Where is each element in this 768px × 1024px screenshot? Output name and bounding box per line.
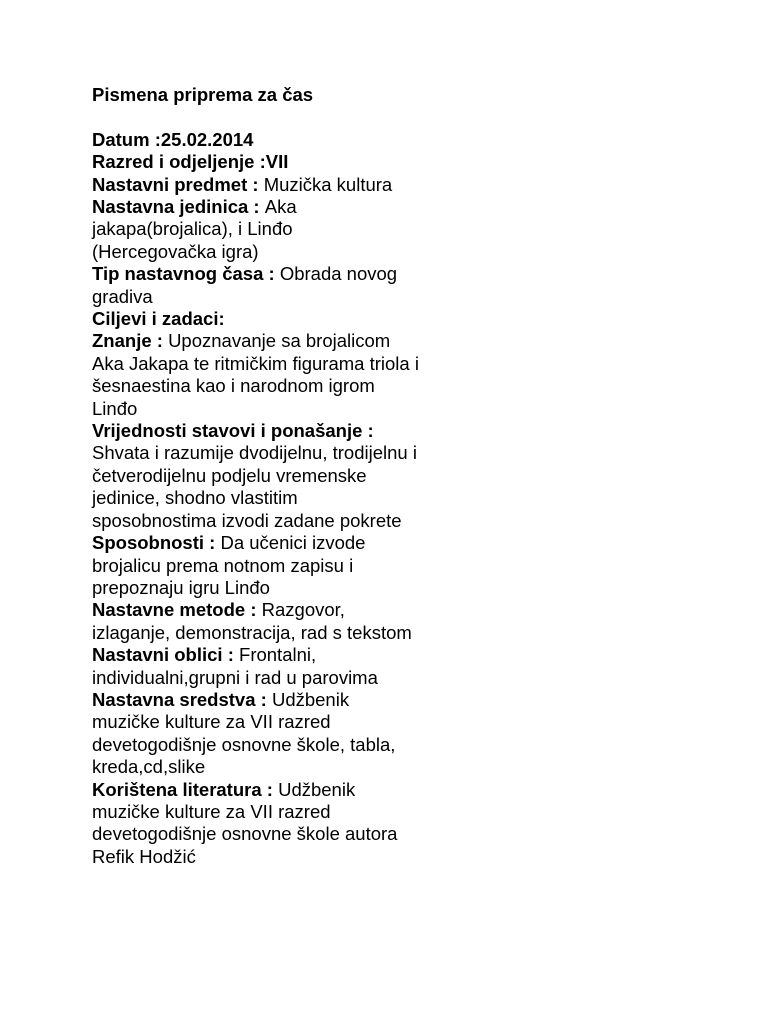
field-value: Aka jakapa(brojalica), i Linđo (Hercegovačka igra) [92, 196, 297, 262]
field-nastavne-metode [92, 599, 422, 644]
document-title: Pismena priprema za čas [92, 84, 314, 105]
field-label: Vrijednosti stavovi i ponašanje : [92, 420, 374, 442]
field-datum [92, 129, 422, 151]
field-label: Nastavni oblici : [92, 644, 240, 666]
field-znanje [92, 330, 422, 420]
section-heading-ciljevi [92, 308, 422, 330]
field-koristena-literatura [92, 779, 422, 869]
field-label: Nastavne metode : [92, 599, 262, 621]
field-nastavni-predmet [92, 174, 422, 196]
field-value: Frontalni, individualni,grupni i rad u parovima [92, 644, 378, 688]
field-nastavni-oblici [92, 644, 422, 689]
field-label: Ciljevi i zadaci: [92, 308, 225, 330]
document-page [92, 84, 422, 868]
field-label: Korištena literatura : [92, 778, 279, 800]
field-value: Da učenici izvode brojalicu prema notnom zapisu i prepoznaju igru Linđo [92, 532, 366, 598]
field-value: Upoznavanje sa brojalicom Aka Jakapa te ritmičkim figurama triola i šesnaestina kao i narodnom igrom Linđo [92, 330, 419, 419]
field-nastavna-sredstva [92, 689, 422, 779]
field-value: Shvata i razumije dvodijelnu, trodijelnu i četverodijelnu podjelu vremenske jedinice, shodno vlastitim sposobnostima izvodi zadane pokrete [92, 442, 417, 531]
field-value: Obrada novog gradiva [92, 263, 398, 307]
field-value: Udžbenik muzičke kulture za VII razred devetogodišnje osnovne škole, tabla, kreda,cd,slike [92, 688, 396, 778]
field-value: Udžbenik muzičke kulture za VII razred devetogodišnje osnovne škole autora Refik Hodžić [92, 778, 398, 867]
field-label: Razred i odjeljenje :VII [92, 151, 289, 173]
field-sposobnosti [92, 532, 422, 599]
field-razred [92, 151, 422, 173]
field-label: Znanje : [92, 330, 169, 352]
field-tip-casa [92, 263, 422, 308]
field-label: Nastavni predmet : [92, 173, 264, 195]
field-label: Sposobnosti : [92, 532, 221, 554]
field-value: Muzička kultura [263, 173, 393, 195]
field-label: Datum :25.02.2014 [92, 128, 254, 150]
field-nastavna-jedinica [92, 196, 422, 263]
field-label: Nastavna jedinica : [92, 196, 265, 218]
field-vrijednosti [92, 420, 422, 532]
field-label: Tip nastavnog časa : [92, 263, 280, 285]
field-value: Razgovor, izlaganje, demonstracija, rad s tekstom [92, 599, 412, 643]
field-label: Nastavna sredstva : [92, 688, 272, 710]
